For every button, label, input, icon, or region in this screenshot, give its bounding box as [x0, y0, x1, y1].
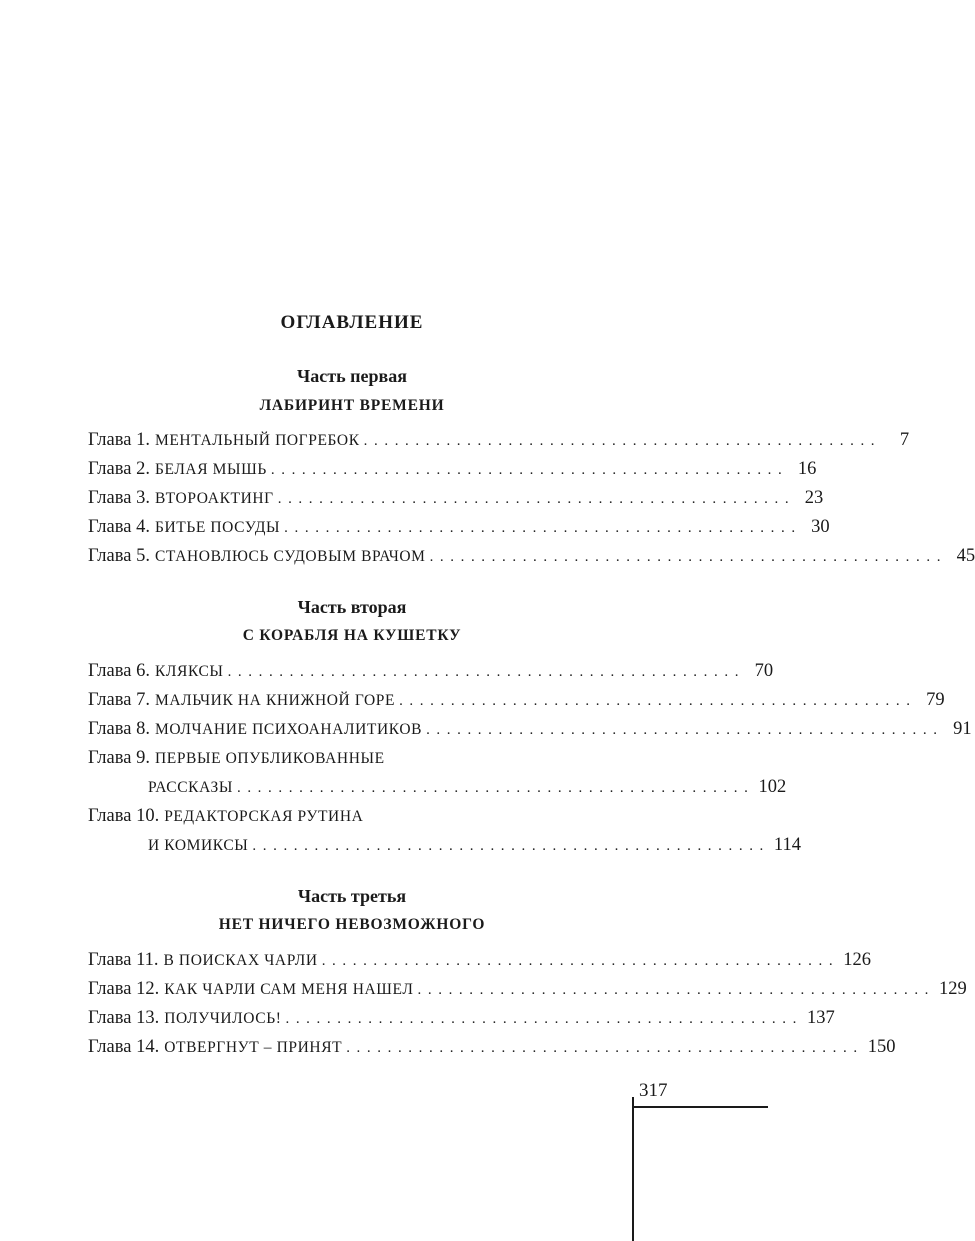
chapter-page: 137 — [806, 1008, 835, 1028]
toc-entry-ch14[interactable] — [88, 1033, 896, 1062]
leader-dots: .................................................. — [284, 520, 802, 536]
chapter-title: ПОЛУЧИЛОСЬ! — [164, 1010, 282, 1027]
leader-dots: .................................................. — [285, 1011, 803, 1027]
chapter-title: МАЛЬЧИК НА КНИЖНОЙ ГОРЕ — [154, 692, 396, 709]
chapter-title: ВТОРОАКТИНГ — [154, 490, 274, 507]
chapter-number: Глава 13. — [88, 1008, 160, 1028]
chapter-number: Глава 3. — [88, 488, 150, 508]
chapter-page: 70 — [754, 661, 774, 681]
chapter-number: Глава 5. — [88, 546, 150, 566]
part-1-chapter-list — [88, 426, 975, 571]
chapter-title-continued: РАССКАЗЫ — [148, 779, 233, 796]
leader-dots: .................................................. — [236, 780, 755, 796]
chapter-number: Глава 12. — [88, 979, 160, 999]
chapter-number: Глава 1. — [88, 430, 150, 450]
leader-dots: .................................................. — [277, 491, 796, 507]
leader-dots: .................................................. — [252, 838, 770, 854]
chapter-page: 16 — [797, 459, 817, 479]
toc-title: ОГЛАВЛЕНИЕ — [280, 312, 424, 333]
leader-dots: .................................................. — [363, 433, 882, 449]
chapter-page: 102 — [758, 777, 787, 797]
chapter-title-continued: И КОМИКСЫ — [148, 837, 249, 854]
chapter-title: МОЛЧАНИЕ ПСИХОАНАЛИТИКОВ — [154, 721, 423, 738]
chapter-title: РЕДАКТОРСКАЯ РУТИНА — [164, 808, 364, 825]
leader-dots: .................................................. — [399, 693, 917, 709]
chapter-title: БЕЛАЯ МЫШЬ — [154, 461, 267, 478]
chapter-page: 30 — [811, 517, 830, 537]
leader-dots: .................................................. — [426, 722, 944, 738]
part-1-name: ЛАБИРИНТ ВРЕМЕНИ — [259, 397, 445, 414]
chapter-page: 23 — [804, 488, 824, 508]
chapter-title: КЛЯКСЫ — [154, 663, 224, 680]
folio-vertical-rule — [632, 1097, 634, 1241]
toc-entry-ch12[interactable] — [88, 975, 967, 1004]
chapter-title: ОТВЕРГНУТ – ПРИНЯТ — [164, 1039, 343, 1056]
chapter-title: МЕНТАЛЬНЫЙ ПОГРЕБОК — [154, 432, 360, 449]
chapter-number: Глава 2. — [88, 459, 150, 479]
chapter-number: Глава 8. — [88, 719, 150, 739]
part-1-label: Часть первая — [297, 366, 407, 386]
chapter-title: В ПОИСКАХ ЧАРЛИ — [163, 952, 318, 969]
chapter-title: ПЕРВЫЕ ОПУБЛИКОВАННЫЕ — [154, 750, 385, 767]
part-2-chapter-list — [88, 657, 972, 860]
leader-dots: .................................................. — [346, 1040, 864, 1056]
chapter-number: Глава 14. — [88, 1037, 160, 1057]
chapter-page: 79 — [926, 690, 945, 710]
toc-entry-ch11[interactable] — [88, 946, 871, 975]
chapter-page: 91 — [953, 719, 972, 739]
chapter-page: 7 — [899, 430, 910, 450]
toc-entry-ch1[interactable] — [88, 426, 910, 455]
chapter-number: Глава 4. — [88, 517, 150, 537]
chapter-page: 45 — [956, 546, 975, 566]
chapter-title: СТАНОВЛЮСЬ СУДОВЫМ ВРАЧОМ — [154, 548, 426, 565]
toc-entry-ch4[interactable] — [88, 513, 830, 542]
chapter-page: 114 — [773, 835, 801, 855]
toc-entry-ch10[interactable] — [88, 802, 801, 860]
leader-dots: .................................................. — [270, 462, 789, 478]
toc-entry-ch2[interactable] — [88, 455, 817, 484]
toc-entry-ch3[interactable] — [88, 484, 824, 513]
chapter-number: Глава 11. — [88, 950, 159, 970]
leader-dots: .................................................. — [321, 953, 840, 969]
toc-entry-ch13[interactable] — [88, 1004, 835, 1033]
chapter-page: 129 — [939, 979, 967, 999]
chapter-number: Глава 6. — [88, 661, 150, 681]
chapter-page: 126 — [843, 950, 871, 970]
toc-entry-ch6[interactable] — [88, 657, 774, 686]
chapter-title: КАК ЧАРЛИ САМ МЕНЯ НАШЕЛ — [164, 981, 414, 998]
leader-dots: .................................................. — [417, 982, 936, 998]
leader-dots: .................................................. — [227, 664, 746, 680]
folio-horizontal-rule — [633, 1106, 768, 1108]
chapter-number: Глава 7. — [88, 690, 150, 710]
part-3-label: Часть третья — [297, 886, 407, 906]
toc-entry-ch7[interactable] — [88, 686, 945, 715]
part-2-label: Часть вторая — [297, 597, 407, 617]
chapter-title: БИТЬЕ ПОСУДЫ — [154, 519, 281, 536]
toc-entry-ch9[interactable] — [88, 744, 787, 802]
part-2-name: С КОРАБЛЯ НА КУШЕТКУ — [242, 627, 462, 644]
part-3-chapter-list — [88, 946, 967, 1062]
chapter-number: Глава 10. — [88, 806, 160, 826]
chapter-number: Глава 9. — [88, 748, 150, 768]
toc-entry-ch5[interactable] — [88, 542, 975, 571]
part-3-name: НЕТ НИЧЕГО НЕВОЗМОЖНОГО — [218, 916, 486, 933]
toc-entry-ch8[interactable] — [88, 715, 972, 744]
chapter-page: 150 — [867, 1037, 896, 1057]
leader-dots: .................................................. — [429, 549, 948, 565]
page-number: 317 — [639, 1080, 668, 1101]
